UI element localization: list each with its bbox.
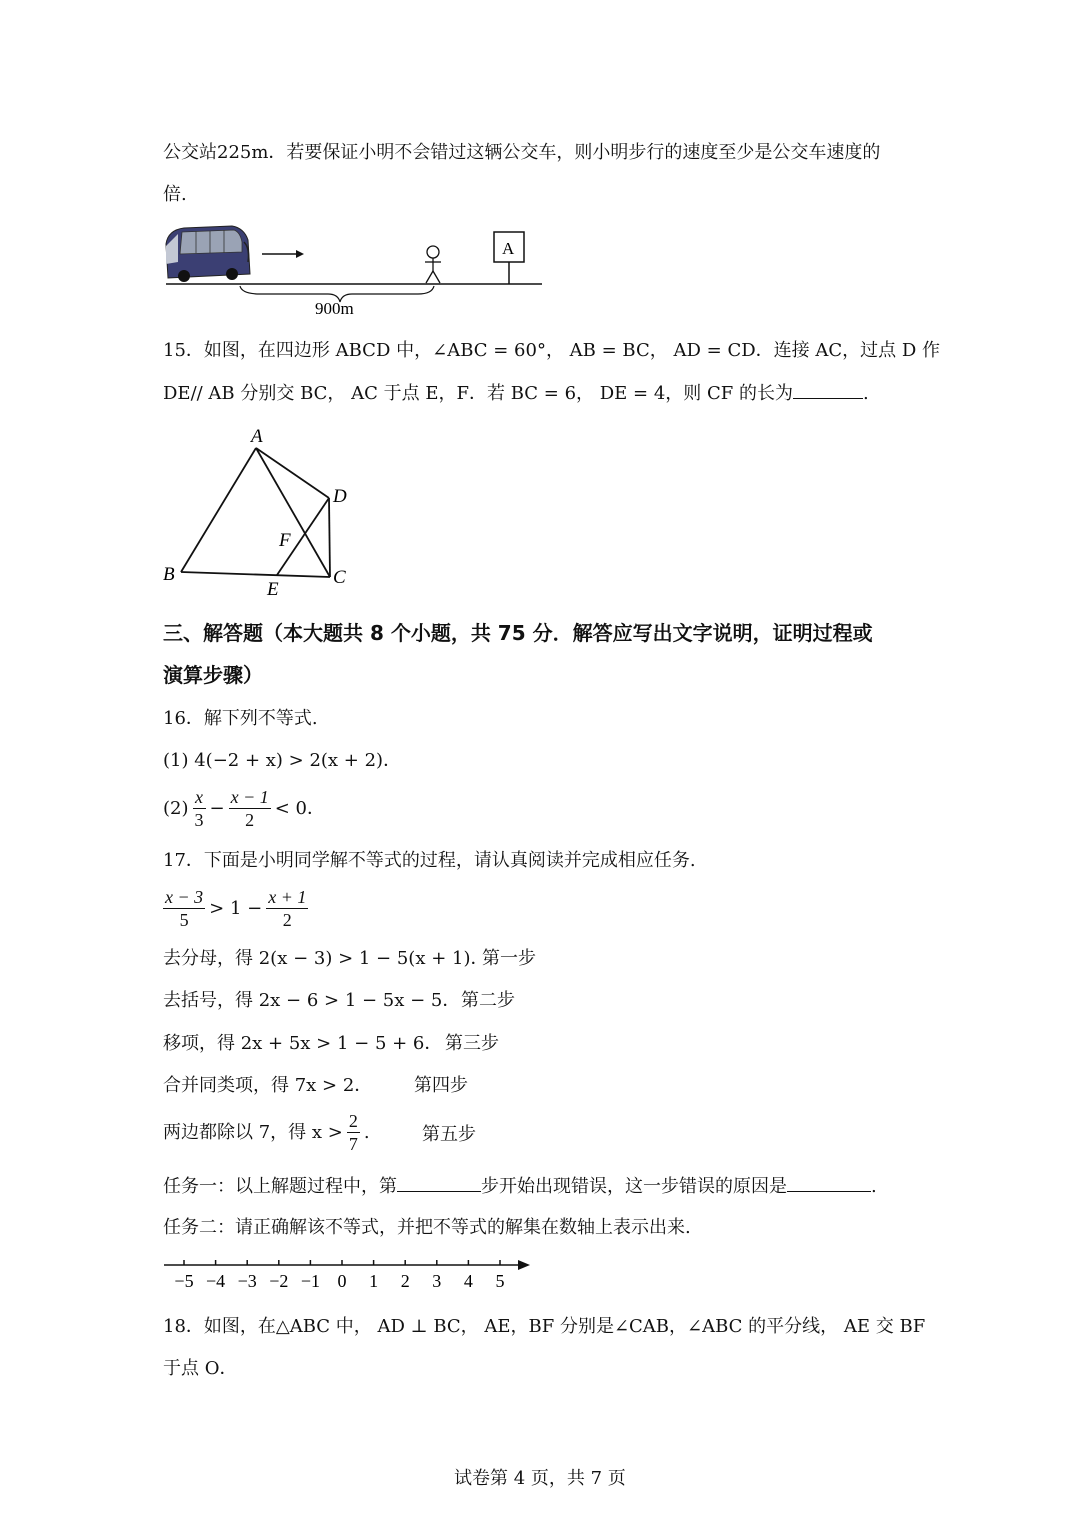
q17-step-3: 移项，得 2x + 5x > 1 − 5 + 6． [163,1033,443,1054]
bus-station-sign [494,232,524,284]
q17-step-5-label: 第五步 [422,1124,476,1145]
number-line-arrow-icon [518,1260,530,1270]
q15-quadrilateral-figure [155,420,375,600]
segment-BC [181,572,330,577]
distance-label: 900m [315,299,354,318]
number-line-label: −4 [206,1271,226,1291]
q15-text-line1: 15．如图，在四边形 ABCD 中，∠ABC = 60°， AB = BC， AD = CD．连接 AC，过点 D 作 [163,340,941,361]
q17-number-line [160,1250,540,1300]
q15-answer-blank[interactable] [793,380,863,399]
label-F: F [279,530,291,551]
segment-AB [181,448,256,572]
q16-part1: (1) 4(−2 + x) > 2(x + 2)． [163,750,402,771]
q17-step-2-label: 第二步 [461,990,515,1011]
q17-step-2: 去括号，得 2x − 6 > 1 − 5x − 5． [163,990,461,1011]
q17-fraction-1: $\frac{x - 3}{5}$ [165,887,204,930]
number-line-label: 0 [337,1271,347,1291]
segment-DC [329,498,330,577]
number-line-label: 2 [400,1271,410,1291]
section3-heading-line1: 三、解答题（本大题共 8 个小题，共 75 分．解答应写出文字说明，证明过程或 [163,621,873,645]
q17-step-5-end: . [363,1121,370,1143]
q17-task1 [163,1173,877,1200]
number-line-label: 3 [432,1271,442,1291]
q16-fraction-2: $\frac{x - 1}{2}$ [230,787,269,830]
number-line-label: 1 [369,1271,379,1291]
number-line-label: −5 [174,1271,194,1291]
q16-part2 [163,786,325,831]
label-E: E [267,579,279,600]
label-D: D [333,486,347,507]
q17-inequality [163,886,308,931]
number-line-label: −3 [237,1271,257,1291]
q17-task1-end: . [871,1176,877,1197]
number-line-labels [174,1271,504,1291]
q17-task2: 任务二：请正确解该不等式，并把不等式的解集在数轴上表示出来. [163,1217,691,1238]
station-label: A [502,239,515,258]
q17-step-5 [163,1110,370,1155]
q17-ineq-middle: > 1 − [209,897,263,919]
q17-task1-text-b: 步开始出现错误，这一步错误的原因是 [481,1176,787,1197]
q17-step-5-text: 两边都除以 7，得 x > [163,1121,343,1143]
q16-minus: − [209,797,225,819]
q18-text-line2: 于点 O． [163,1358,238,1379]
number-line-label: −2 [269,1271,289,1291]
q14-text-line2: 倍. [163,184,187,205]
q17-fraction-2: $\frac{x + 1}{2}$ [268,887,307,930]
bus-icon [166,226,250,282]
q14-bus-figure [160,222,560,322]
label-C: C [333,567,346,588]
q17-task1-reason-blank[interactable] [787,1173,871,1192]
q17-task1-text-a: 任务一：以上解题过程中，第 [163,1176,397,1197]
label-A: A [251,426,263,447]
q17-step-1-label: 第一步 [482,948,536,969]
q18-text-line1: 18．如图，在△ABC 中， AD ⊥ BC， AE，BF 分别是∠CAB，∠ABC 的平分线， AE 交 BF [163,1316,926,1337]
q17-task1-step-blank[interactable] [397,1173,481,1192]
q16-part2-suffix: < 0． [274,797,325,819]
q14-text-line1: 公交站225m．若要保证小明不会错过这辆公交车，则小明步行的速度至少是公交车速度的 [163,142,881,163]
q16-fraction-1: $\frac{x}{3}$ [194,787,204,830]
person-icon [425,246,441,283]
page-footer: 试卷第 4 页，共 7 页 [454,1468,626,1489]
q16-part2-prefix: (2) [163,797,189,819]
q17-step-3-label: 第三步 [445,1033,499,1054]
label-B: B [163,564,175,585]
q15-text-line2 [163,380,869,407]
q17-step-4-label: 第四步 [414,1075,468,1096]
number-line-label: 4 [463,1271,473,1291]
q15-line2-text: DE// AB 分别交 BC， AC 于点 E，F．若 BC = 6， DE = 4，则 CF 的长为 [163,383,793,404]
q17-step-1: 去分母，得 2(x − 3) > 1 − 5(x + 1)． [163,948,489,969]
q17-step-5-fraction: $\frac{2}{7}$ [348,1111,358,1154]
number-line-label: −1 [300,1271,320,1291]
q15-line2-end: . [863,383,869,404]
q16-title: 16．解下列不等式. [163,708,318,729]
segment-AD [256,448,329,498]
direction-arrow-icon [262,250,304,258]
number-line-label: 5 [495,1271,505,1291]
section3-heading-line2: 演算步骤） [163,663,263,687]
q17-title: 17．下面是小明同学解不等式的过程，请认真阅读并完成相应任务. [163,850,696,871]
q17-step-4: 合并同类项，得 7x > 2． [163,1075,373,1096]
